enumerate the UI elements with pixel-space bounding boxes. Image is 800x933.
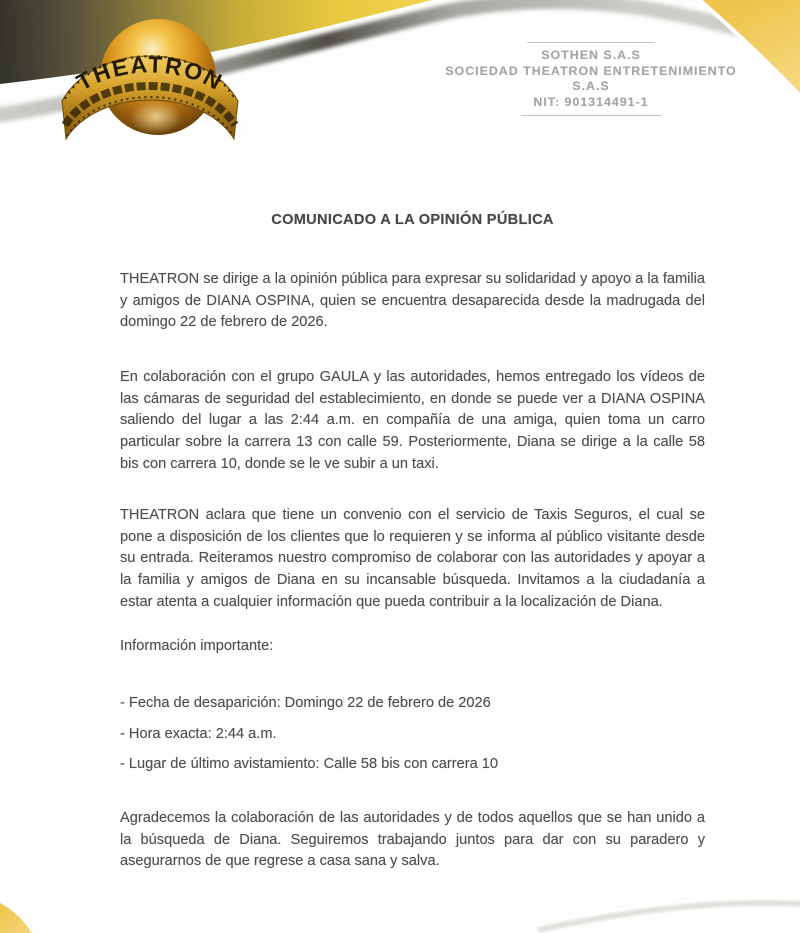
letter-paragraph-3: THEATRON aclara que tiene un convenio con el servicio de Taxis Seguros, el cual se pone a disposición de los clientes que lo requieren y se informa al público visitante desde su entrada. Reiteramos nuestro compromiso de colaborar con las autoridades y apoyar a la familia y amigos de Diana en su incansable búsqueda. Invitamos a la ciudadanía a estar atenta a cualquier información que pueda contribuir a la localización de Diana.: [120, 507, 705, 610]
info-item-place: - Lugar de último avistamiento: Calle 58 bis con carrera 10: [120, 756, 499, 772]
theatron-logo: [40, 5, 270, 157]
important-info-heading: Información importante:: [120, 638, 274, 654]
bottom-left-yellow-corner: [0, 903, 33, 933]
company-letterhead: [430, 42, 752, 116]
letter-closing-paragraph: Agradecemos la colaboración de las autoridades y de todos aquellos que se han unido a la búsqueda de Diana. Seguiremos trabajando juntos para dar con su paradero y asegurarnos de que regrese a casa sana y salva.: [120, 810, 705, 870]
bottom-right-gray-swoosh: [538, 903, 800, 930]
company-nit: NIT: 901314491-1: [533, 94, 649, 109]
company-name: SOTHEN S.A.S: [541, 48, 641, 62]
letterhead-top-rule: [527, 42, 655, 43]
sphere-bottom-highlight: [130, 100, 182, 134]
info-item-time: - Hora exacta: 2:44 a.m.: [120, 726, 277, 742]
letterhead-bottom-rule: [521, 115, 661, 116]
info-item-date: - Fecha de desaparición: Domingo 22 de febrero de 2026: [120, 695, 491, 711]
logo-text: THEATRON: [72, 51, 228, 96]
letter-paragraph-2: En colaboración con el grupo GAULA y las autoridades, hemos entregado los vídeos de las cámaras de seguridad del establecimiento, en donde se puede ver a DIANA OSPINA saliendo del lugar a las 2:44 a.m. en compañía de una amiga, quien toma un carro particular sobre la carrera 13 con calle 59. Posteriormente, Diana se dirige a la calle 58 bis con carrera 10, donde se le ve subir a un taxi.: [120, 369, 705, 472]
letter-paragraph-1: THEATRON se dirige a la opinión pública para expresar su solidaridad y apoyo a la familia y amigos de DIANA OSPINA, quien se encuentra desaparecida desde la madrugada del domingo 22 de febrero de 2026.: [120, 271, 705, 331]
company-fullname: SOCIEDAD THEATRON ENTRETENIMIENTO S.A.S: [445, 63, 737, 93]
bottom-swoosh-art: [0, 873, 800, 933]
letter-title: COMUNICADO A LA OPINIÓN PÚBLICA: [271, 212, 554, 228]
